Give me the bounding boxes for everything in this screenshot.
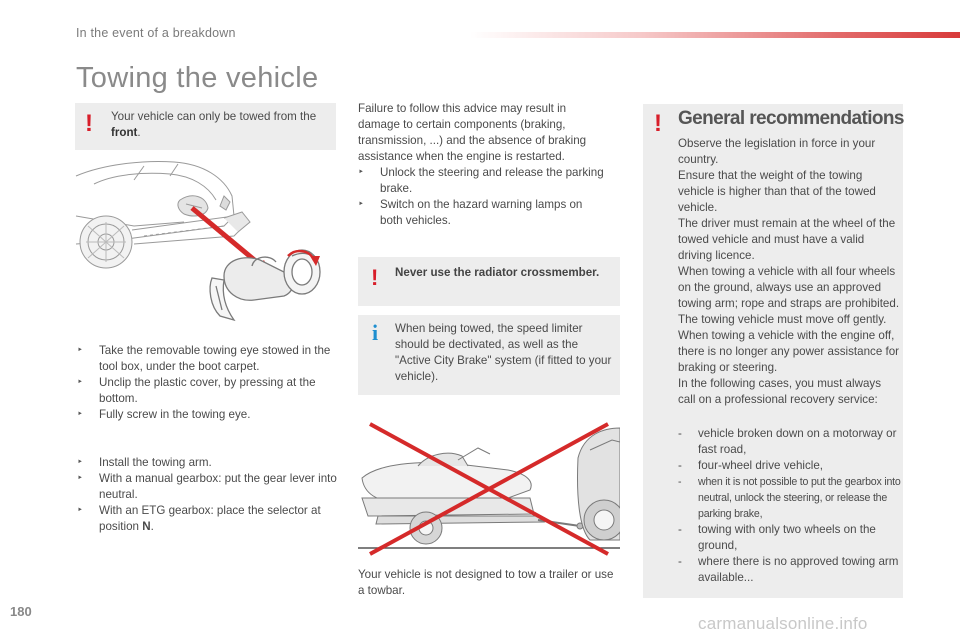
list-item: ‣ Take the removable towing eye stowed in the tool box, under the boot carpet. — [77, 344, 331, 373]
recommendation-paragraph: The driver must remain at the wheel of the towed vehicle and must have a valid driving licence. — [678, 217, 896, 262]
trailer-note: Your vehicle is not designed to tow a trailer or use a towbar. — [358, 568, 614, 597]
list-item: ‣ Fully screw in the towing eye. — [77, 408, 251, 421]
bullet-icon: ‣ — [77, 409, 83, 420]
header-accent-rule — [470, 32, 960, 38]
list-item: - vehicle broken down on a motorway or fast road, — [678, 427, 897, 456]
list-item: ‣ Switch on the hazard warning lamps on both vehicles. — [358, 198, 583, 227]
list-item: ‣ Install the towing arm. — [77, 456, 212, 469]
recommendations-body — [678, 136, 900, 408]
bullet-icon: ‣ — [77, 457, 83, 468]
warning-icon: ! — [371, 265, 379, 290]
towing-eye-illustration — [74, 156, 336, 322]
list-item: ‣ With a manual gearbox: put the gear lever into neutral. — [77, 472, 337, 501]
towing-eye-steps — [77, 343, 339, 423]
info-box-speed-limiter — [358, 315, 620, 395]
recommendation-paragraph: Ensure that the weight of the towing vehicle is higher than that of the towed vehicle. — [678, 169, 876, 214]
recommendation-paragraph: In the following cases, you must always call on a professional recovery service: — [678, 377, 881, 406]
bullet-icon: ‣ — [358, 167, 364, 178]
list-item: - towing with only two wheels on the ground, — [678, 523, 876, 552]
failure-warning-paragraph: Failure to follow this advice may result in damage to certain components (braking, transmission, ...) and the absence of braking assistance when the engine is restarted. — [358, 102, 587, 163]
bullet-icon: ‣ — [358, 199, 364, 210]
list-item: ‣ With an ETG gearbox: place the selector at position N. — [77, 504, 321, 533]
warning-icon: ! — [85, 110, 93, 137]
watermark: carmanualsonline.info — [698, 614, 868, 633]
steering-hazard-steps — [358, 165, 608, 229]
radiator-warning-text: Never use the radiator crossmember. — [395, 266, 600, 279]
list-item: - where there is no approved towing arm available... — [678, 555, 899, 584]
recommendation-paragraph: The towing vehicle must move off gently. — [678, 313, 887, 326]
list-item: - four-wheel drive vehicle, — [678, 459, 824, 472]
towing-arm-steps — [77, 455, 339, 535]
warning-icon: ! — [654, 110, 662, 137]
page-number: 180 — [10, 604, 32, 619]
list-item: ‣ Unclip the plastic cover, by pressing at the bottom. — [77, 376, 316, 405]
list-item: - when it is not possible to put the gearbox into neutral, unlock the steering, or release the parking brake, — [678, 476, 901, 520]
info-icon: i — [372, 320, 379, 345]
recommendation-paragraph: Observe the legislation in force in your country. — [678, 137, 876, 166]
trailer-prohibited-illustration — [358, 420, 620, 558]
bullet-icon: ‣ — [77, 505, 83, 516]
list-item: ‣ Unlock the steering and release the parking brake. — [358, 166, 604, 195]
recovery-service-cases — [676, 426, 902, 586]
section-title: In the event of a breakdown — [76, 26, 236, 40]
speed-limiter-text: When being towed, the speed limiter should be dectivated, as well as the "Active City Brake" system (if fitted to your vehicle). — [395, 322, 612, 383]
bullet-icon: ‣ — [77, 377, 83, 388]
recommendation-paragraph: When towing a vehicle with the engine off, there is no longer any power assistance for braking or steering. — [678, 329, 900, 374]
recommendation-paragraph: When towing a vehicle with all four wheels on the ground, always use an approved towing arm; rope and straps are prohibited. — [678, 265, 900, 310]
bullet-icon: ‣ — [77, 345, 83, 356]
warning-box-front — [75, 103, 336, 150]
bullet-icon: ‣ — [77, 473, 83, 484]
page-title: Towing the vehicle — [76, 62, 319, 94]
warning-front-text: Your vehicle can only be towed from the front. — [111, 110, 317, 139]
warning-box-radiator — [358, 257, 620, 306]
recommendations-title: General recommendations — [678, 108, 904, 129]
